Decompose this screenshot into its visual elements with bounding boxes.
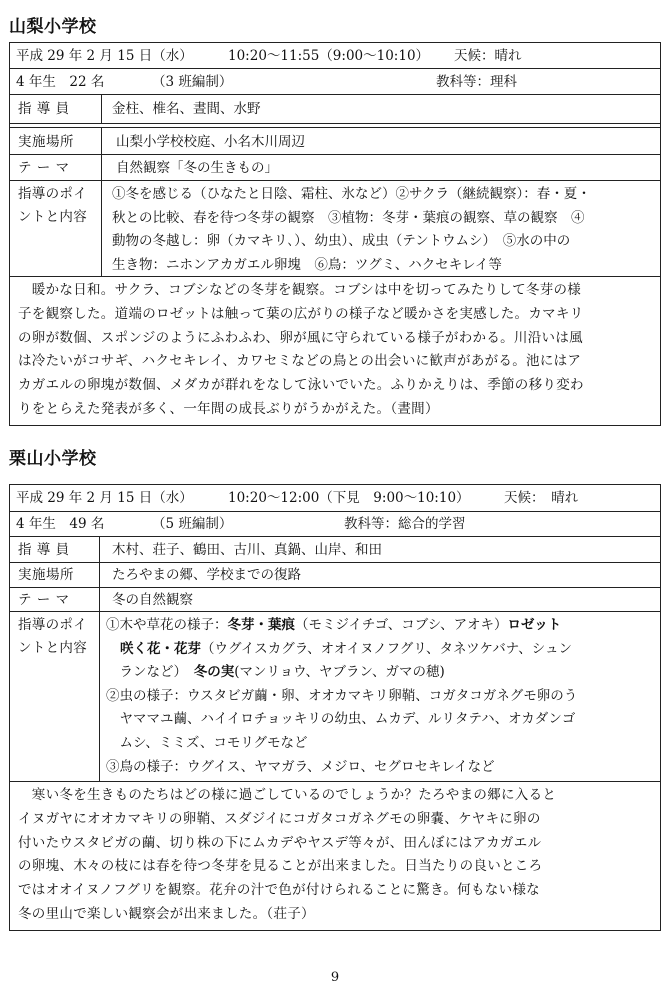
points-line — [106, 661, 660, 685]
points-content — [100, 612, 660, 781]
theme-label: テ ー マ — [10, 588, 100, 611]
narrative-line: 冬の里山で楽しい観察会が出来ました。（荘子） — [18, 905, 315, 922]
subject: 教科等：理科 — [436, 74, 517, 90]
theme-row — [10, 588, 660, 612]
page-number: 9 — [330, 970, 340, 985]
instructor-label: 指 導 員 — [10, 95, 102, 123]
grade: 4 年生 49 名 — [16, 516, 105, 532]
points-line: ムシ、ミミズ、コモリグモなど — [106, 734, 308, 751]
location: 山梨小学校校庭、小名木川周辺 — [116, 134, 305, 150]
points-text: （モミジイチゴ、コブシ、アオキ） — [295, 617, 508, 633]
theme: 自然観察「冬の生きもの」 — [116, 160, 278, 176]
points-keyword: 冬芽・葉痕 — [227, 617, 295, 633]
points-text: ランなど） — [106, 664, 194, 681]
points-keyword: 冬の実 — [193, 664, 235, 681]
instructors: 金柱、椎名、晝間、水野 — [112, 101, 261, 117]
points-line: 秋との比較、春を待つ冬芽の観察 ③植物：冬芽・葉痕の観察、草の観察 ④ — [112, 209, 585, 226]
points-label-line: ントと内容 — [18, 209, 87, 225]
points-label-line: ントと内容 — [18, 640, 87, 656]
narrative-line: 暖かな日和。サクラ、コブシなどの冬芽を観察。コブシは中を切ってみたりして冬芽の様 — [18, 282, 582, 298]
school-title-kuriyama: 栗山小学校 — [9, 449, 97, 469]
points-text: （ウグイスカグラ、オオイヌノフグリ、タネツケバナ、シュン — [201, 640, 572, 657]
points-text: ①木や草花の様子： — [106, 617, 228, 633]
groups: （3 班編制） — [152, 74, 233, 90]
grade-row — [10, 69, 660, 95]
points-keyword: ロゼット — [507, 617, 562, 633]
grade: 4 年生 22 名 — [16, 74, 105, 90]
points-line: ヤママユ繭、ハイイロチョッキリの幼虫、ムカデ、ルリタテハ、オカダンゴ — [106, 711, 576, 728]
theme: 冬の自然観察 — [112, 592, 193, 608]
points-keyword: 咲く花・花芽 — [120, 640, 201, 657]
subject: 教科等：総合的学習 — [344, 516, 466, 532]
report-table-yamanashi — [9, 42, 661, 426]
points-line: ①冬を感じる（ひなたと日陰、霜柱、氷など）②サクラ（継続観察）：春・夏・ — [112, 186, 591, 202]
narrative-line: は冷たいがコサギ、ハクセキレイ、カワセミなどの鳥との出会いに歓声があがる。池にはア — [18, 353, 582, 370]
narrative-line: 付いたウスタビガの繭、切り株の下にムカデやヤスデ等々が、田んぼにはアカガエル — [18, 834, 542, 851]
narrative-line: イヌガヤにオオカマキリの卵鞘、スダジイにコガタコガネグモの卵嚢、ケヤキに卵の — [18, 810, 541, 827]
location-row — [10, 127, 660, 155]
narrative-line: カガエルの卵塊が数個、メダカが群れをなして泳いでいた。ふりかえりは、季節の移り変わ — [18, 377, 584, 394]
points-label-line: 指導のポイ — [18, 617, 87, 633]
points-line — [106, 638, 660, 662]
narrative-line: りをとらえた発表が多く、一年間の成長ぶりがうかがえた。（晝間） — [18, 400, 439, 417]
instructor-label: 指 導 員 — [10, 537, 100, 562]
points-line: ③鳥の様子：ウグイス、ヤマガラ、メジロ、セグロセキレイなど — [106, 758, 495, 775]
narrative — [10, 277, 660, 425]
location-label: 実施場所 — [10, 563, 100, 587]
points-text: (マンリョウ、ヤブラン、ガマの穂) — [234, 664, 445, 681]
narrative-line: 子を観察した。道端のロゼットは触って葉の広がりの様子など暖かさを実感した。カマキリ — [18, 305, 584, 322]
narrative-line: ではオオイヌノフグリを観察。花弁の汁で色が付けられることに驚き。何もない様な — [18, 882, 540, 899]
date: 平成 29 年 2 月 15 日（水） — [16, 490, 193, 506]
points-label — [10, 612, 100, 781]
points-line: 動物の冬越し：卵（カマキリ､）、幼虫）、成虫（テントウムシ） ⑤水の中の — [112, 233, 571, 249]
grade-row — [10, 512, 660, 537]
points-row — [10, 612, 660, 782]
weather: 天候：晴れ — [454, 48, 522, 64]
weather: 天候： 晴れ — [504, 490, 579, 506]
points-line: ②虫の様子：ウスタビガ繭・卵、オオカマキリ卵鞘、コガタコガネグモ卵のう — [106, 687, 578, 704]
time: 10:20～11:55（9:00～10:10） — [228, 48, 430, 64]
location: たろやまの郷、学校までの復路 — [112, 567, 301, 583]
points-line: 生き物：ニホンアカガエル卵塊 ⑥鳥：ツグミ、ハクセキレイ等 — [112, 256, 502, 273]
theme-label: テ ー マ — [10, 155, 102, 180]
school-title-yamanashi: 山梨小学校 — [9, 17, 97, 37]
narrative-line: 寒い冬を生きものたちはどの様に過ごしているのでしょうか？たろやまの郷に入ると — [18, 787, 557, 803]
date-row — [10, 43, 660, 69]
instructor-row — [10, 95, 660, 124]
report-table-kuriyama — [9, 484, 661, 931]
points-line — [106, 614, 660, 638]
instructors: 木村、荘子、鶴田、古川、真鍋、山岸、和田 — [112, 542, 382, 558]
theme-row — [10, 155, 660, 181]
points-content — [102, 181, 660, 276]
narrative-line: の卵が数個、スポンジのようにふわふわ、卵が風に守られている様子がわかる。川沿いは風 — [18, 329, 583, 346]
date: 平成 29 年 2 月 15 日（水） — [16, 48, 193, 64]
narrative-line: の卵塊、木々の枝には春を待つ冬芽を見ることが出来ました。日当たりの良いところ — [18, 858, 543, 875]
narrative — [10, 782, 660, 930]
points-label — [10, 181, 102, 276]
location-row — [10, 563, 660, 588]
time: 10:20～12:00（下見 9:00～10:10） — [228, 490, 470, 506]
location-label: 実施場所 — [10, 128, 102, 154]
instructor-row — [10, 537, 660, 563]
points-row — [10, 181, 660, 277]
date-row — [10, 485, 660, 512]
groups: （5 班編制） — [152, 516, 233, 532]
points-label-line: 指導のポイ — [18, 186, 87, 202]
